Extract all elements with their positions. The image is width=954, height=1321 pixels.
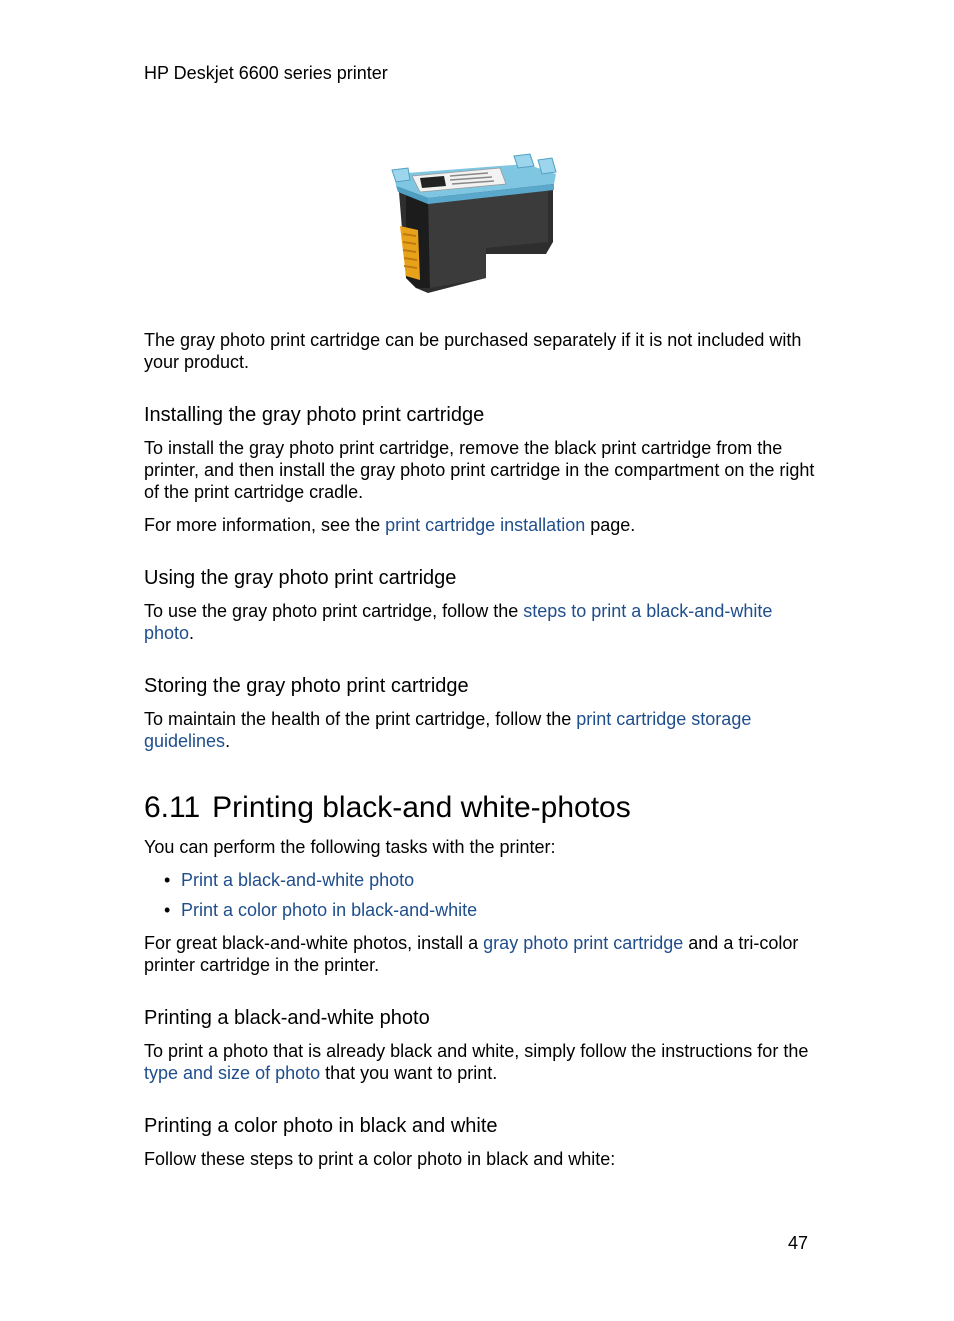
list-item [164, 869, 477, 891]
using-suffix: . [189, 623, 195, 643]
page-number: 47 [788, 1233, 809, 1253]
running-header: HP Deskjet 6600 series printer [144, 63, 388, 83]
intro-paragraph: The gray photo print cartridge can be purchased separately if it is not included with your product. [144, 330, 802, 372]
great-prefix: For great black-and-white photos, install a [144, 933, 484, 953]
printing-bw-suffix: that you want to print. [320, 1063, 498, 1083]
more-info-suffix: page. [585, 515, 636, 535]
section-intro: You can perform the following tasks with the printer: [144, 837, 556, 857]
storing-body [144, 708, 824, 752]
print-color-photo-in-bw-link[interactable]: Print a color photo in black-and-white [181, 900, 478, 920]
storing-suffix: . [225, 731, 231, 751]
printing-bw-body [144, 1040, 824, 1084]
great-suffix: and a tri-color printer cartridge in the printer. [144, 933, 799, 975]
printing-bw-heading: Printing a black-and-white photo [144, 1007, 430, 1029]
type-and-size-of-photo-link[interactable]: type and size of photo [144, 1063, 321, 1083]
using-prefix: To use the gray photo print cartridge, follow the [144, 601, 524, 621]
task-list [164, 869, 477, 929]
bullet: • [164, 900, 171, 920]
section-number: 6.11 [144, 791, 201, 824]
print-bw-photo-link[interactable]: Print a black-and-white photo [181, 870, 415, 890]
installing-heading: Installing the gray photo print cartridge [144, 404, 485, 426]
storing-heading: Storing the gray photo print cartridge [144, 675, 469, 697]
installing-more-info [144, 514, 824, 536]
great-photos-paragraph [144, 932, 824, 976]
bullet: • [164, 870, 171, 890]
printing-color-heading: Printing a color photo in black and white [144, 1115, 498, 1137]
gray-photo-print-cartridge-image [388, 150, 566, 298]
printing-bw-prefix: To print a photo that is already black and white, simply follow the instructions for the [144, 1041, 809, 1061]
print-cartridge-installation-link[interactable]: print cartridge installation [385, 515, 586, 535]
section-title [144, 790, 631, 826]
gray-photo-print-cartridge-link[interactable]: gray photo print cartridge [483, 933, 684, 953]
installing-body: To install the gray photo print cartridge, remove the black print cartridge from the printer, and then install the gray photo print cartridge in the compartment on the right of the print cartridge cradle. [144, 438, 815, 502]
using-heading: Using the gray photo print cartridge [144, 567, 457, 589]
more-info-prefix: For more information, see the [144, 515, 386, 535]
storage-guidelines-link[interactable]: print cartridge storage guidelines [144, 709, 752, 751]
section-title-text: Printing black-and white-photos [212, 791, 631, 824]
storing-prefix: To maintain the health of the print cartridge, follow the [144, 709, 577, 729]
printing-color-body: Follow these steps to print a color photo in black and white: [144, 1149, 616, 1169]
list-item [164, 899, 477, 921]
using-body [144, 600, 824, 644]
steps-print-bw-photo-link[interactable]: steps to print a black-and-white photo [144, 601, 773, 643]
